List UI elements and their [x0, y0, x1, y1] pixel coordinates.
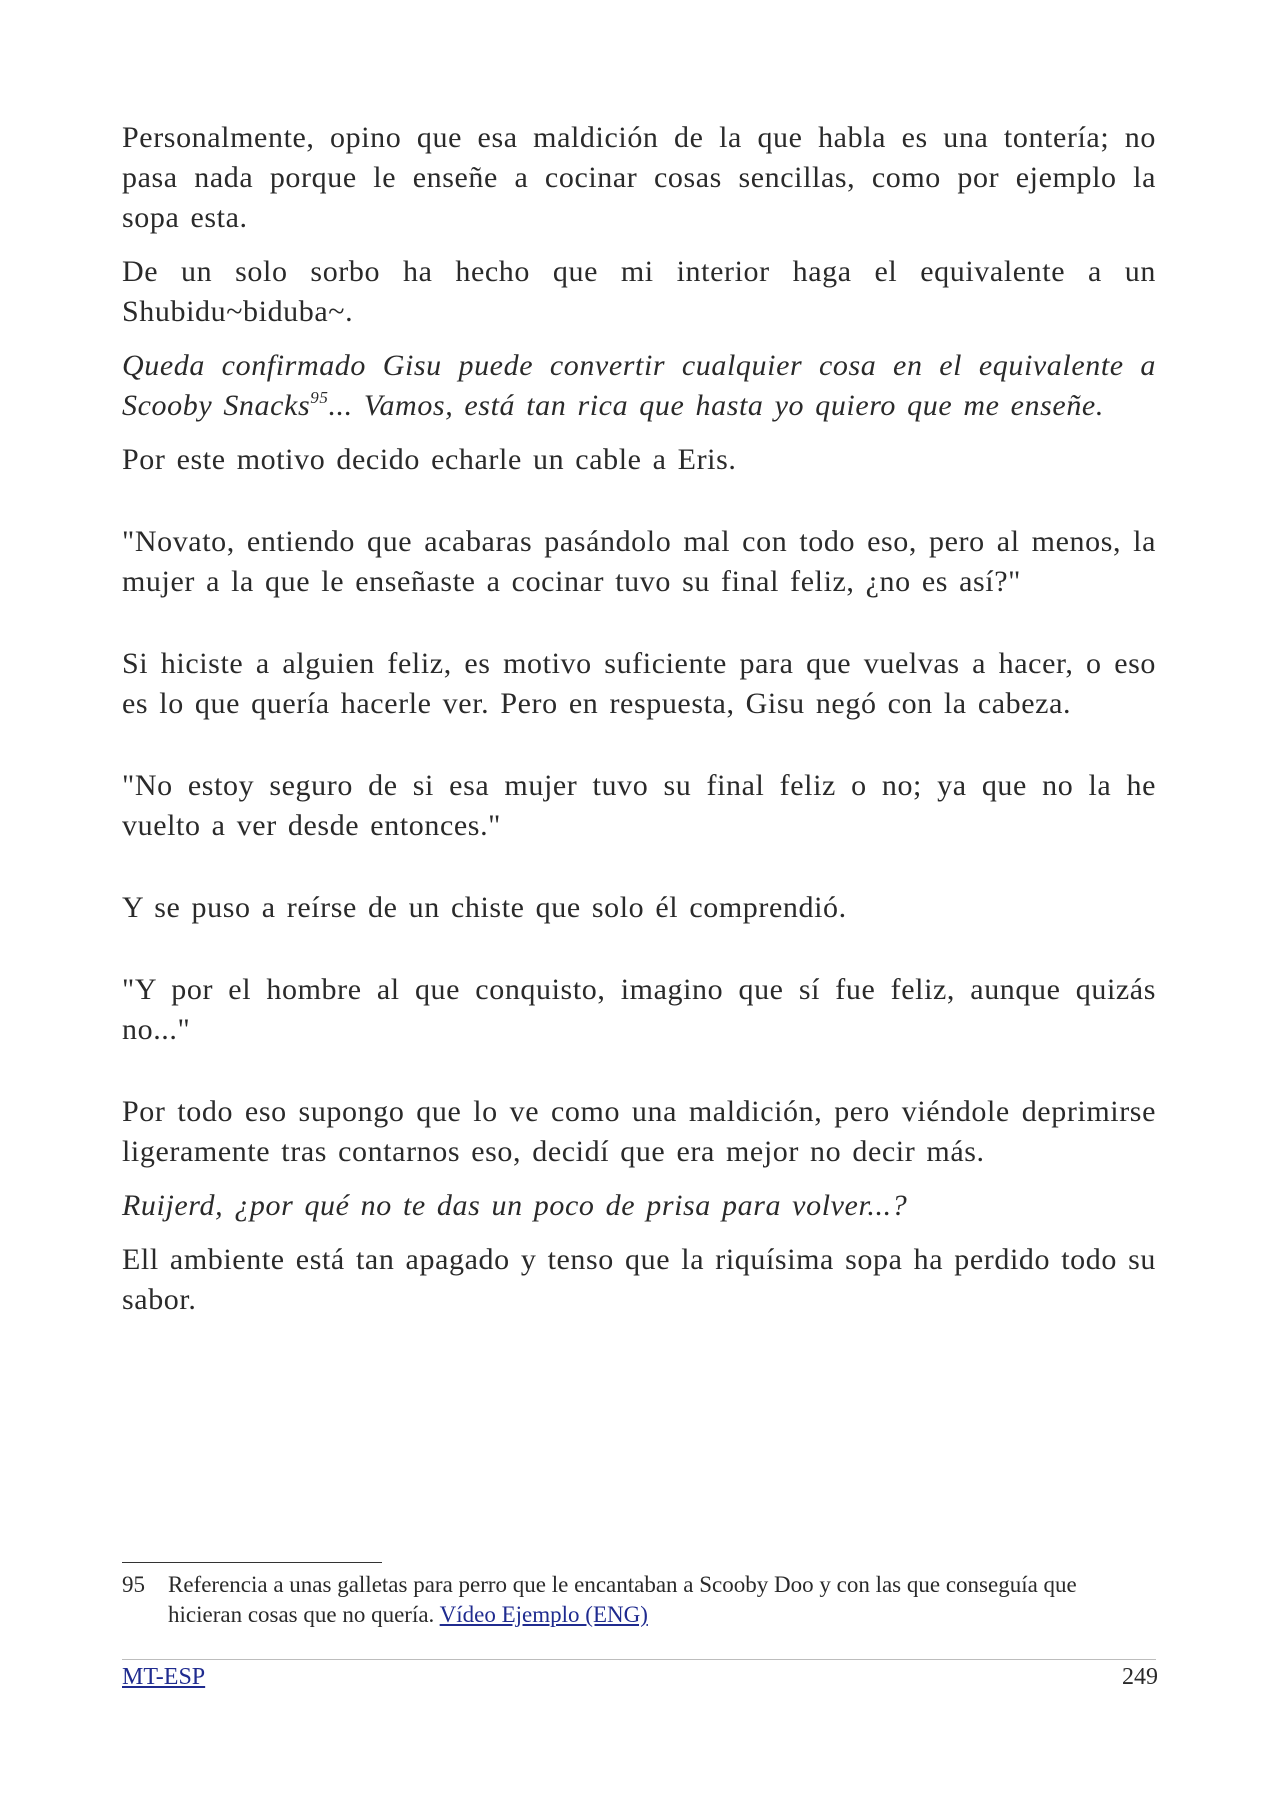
footnote-separator — [122, 1562, 382, 1563]
paragraph: Por todo eso supongo que lo ve como una maldición, pero viéndole deprimirse ligeramente tras contarnos eso, decidí que era mejor no decir más. — [122, 1095, 1156, 1168]
paragraph: Y se puso a reírse de un chiste que solo él comprendió. — [122, 891, 847, 924]
paragraph-italic: Ruijerd, ¿por qué no te das un poco de prisa para volver...? — [122, 1189, 908, 1222]
paragraph: "Y por el hombre al que conquisto, imagino que sí fue feliz, aunque quizás no..." — [122, 973, 1156, 1046]
footer-divider — [122, 1659, 1156, 1660]
page-number: 249 — [1122, 1664, 1158, 1690]
paragraph: Personalmente, opino que esa maldición de la que habla es una tontería; no pasa nada porque le enseñe a cocinar cosas sencillas, como por ejemplo la sopa esta. — [122, 121, 1156, 234]
footer-link-mt-esp[interactable]: MT-ESP — [122, 1664, 206, 1690]
paragraph-italic — [122, 346, 1156, 426]
paragraph-text: Queda confirmado Gisu puede convertir cualquier cosa en el equivalente a Scooby Snacks — [122, 349, 1156, 422]
footnote-reference[interactable]: 95 — [310, 388, 329, 407]
paragraph: Ell ambiente está tan apagado y tenso que la riquísima sopa ha perdido todo su sabor. — [122, 1243, 1156, 1316]
paragraph: Por este motivo decido echarle un cable a Eris. — [122, 443, 737, 476]
paragraph: Si hiciste a alguien feliz, es motivo suficiente para que vuelvas a hacer, o eso es lo que quería hacerle ver. Pero en respuesta, Gisu negó con la cabeza. — [122, 647, 1156, 720]
paragraph: "No estoy seguro de si esa mujer tuvo su final feliz o no; ya que no la he vuelto a ver desde entonces." — [122, 769, 1156, 842]
footnote-video-link[interactable]: Vídeo Ejemplo (ENG) — [439, 1602, 648, 1627]
footnote — [122, 1570, 1156, 1630]
paragraph-text: ... Vamos, está tan rica que hasta yo quiero que me enseñe. — [328, 389, 1104, 422]
footnote-body: Referencia a unas galletas para perro que le encantaban a Scooby Doo y con las que conseguía que hicieran cosas que no quería. — [168, 1572, 1077, 1627]
footnote-number: 95 — [122, 1572, 145, 1597]
paragraph: "Novato, entiendo que acabaras pasándolo mal con todo eso, pero al menos, la mujer a la que le enseñaste a cocinar tuvo su final feliz, ¿no es así?" — [122, 525, 1156, 598]
page-body — [122, 118, 1156, 1334]
footnote-text — [168, 1570, 1156, 1630]
paragraph: De un solo sorbo ha hecho que mi interior haga el equivalente a un Shubidu~biduba~. — [122, 255, 1156, 328]
